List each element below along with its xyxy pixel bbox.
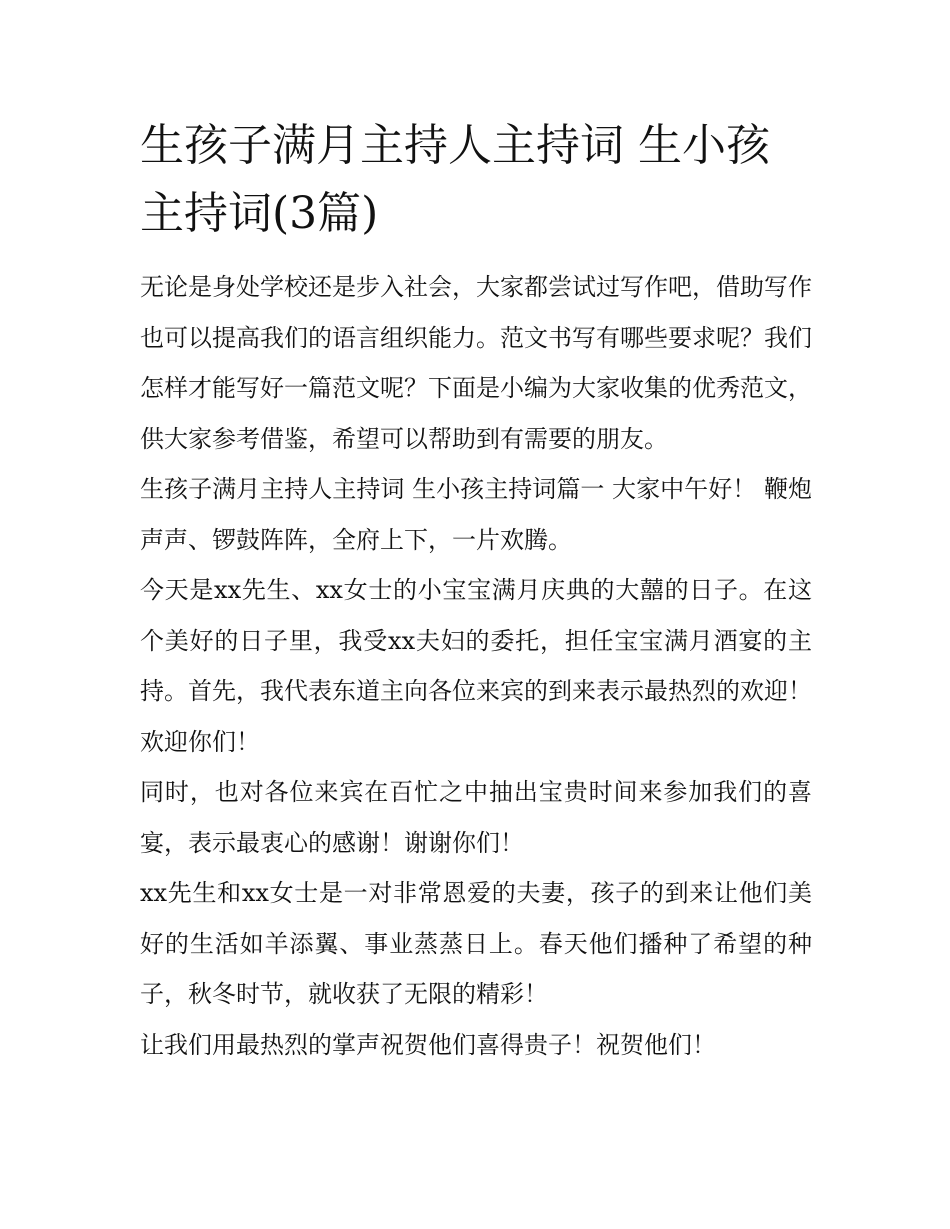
document-body — [140, 262, 812, 1070]
paragraph-opening: 生孩子满月主持人主持词 生小孩主持词篇一 大家中午好！ 鞭炮声声、锣鼓阵阵，全府上下，一片欢腾。 — [140, 475, 812, 554]
paragraph-intro: 无论是身处学校还是步入社会，大家都尝试过写作吧，借助写作也可以提高我们的语言组织能力。范文书写有哪些要求呢？我们怎样才能写好一篇范文呢？下面是小编为大家收集的优秀范文，供大家参考借鉴，希望可以帮助到有需要的朋友。 — [140, 273, 812, 453]
paragraph-welcome: 今天是xx先生、xx女士的小宝宝满月庆典的大囍的日子。在这个美好的日子里，我受xx夫妇的委托，担任宝宝满月酒宴的主持。首先，我代表东道主向各位来宾的到来表示最热烈的欢迎！欢迎你们！ — [140, 576, 812, 756]
document-page — [140, 112, 812, 1070]
paragraph-congrats: 让我们用最热烈的掌声祝贺他们喜得贵子！祝贺他们！ — [140, 1030, 716, 1059]
paragraph-couple: xx先生和xx女士是一对非常恩爱的夫妻，孩子的到来让他们美好的生活如羊添翼、事业蒸蒸日上。春天他们播种了希望的种子，秋冬时节，就收获了无限的精彩！ — [140, 879, 812, 1008]
paragraph-thanks: 同时，也对各位来宾在百忙之中抽出宝贵时间来参加我们的喜宴，表示最衷心的感谢！谢谢你们！ — [140, 778, 812, 857]
document-title: 生孩子满月主持人主持词 生小孩主持词(3篇) — [140, 120, 770, 239]
